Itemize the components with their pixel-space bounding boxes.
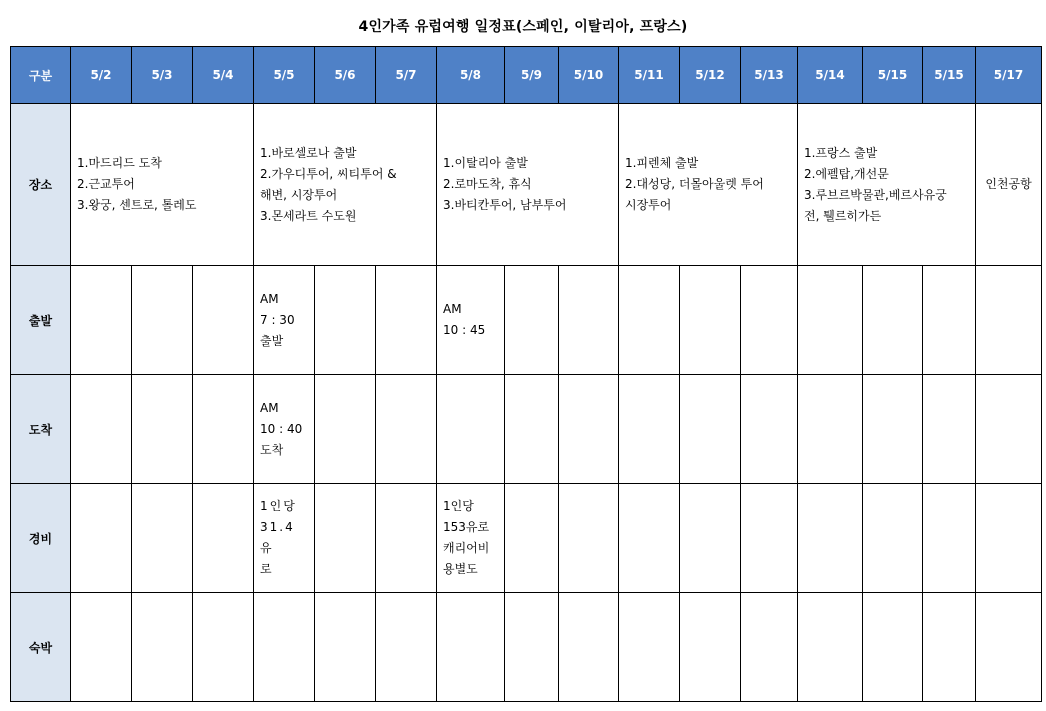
cell — [923, 484, 976, 593]
date-header: 5/14 — [798, 47, 863, 104]
cell — [376, 593, 437, 702]
cell — [505, 484, 559, 593]
date-header: 5/9 — [505, 47, 559, 104]
cell — [71, 266, 132, 375]
depart-5-8: AM 10 : 45 — [437, 266, 505, 375]
cell — [193, 266, 254, 375]
date-header: 5/17 — [976, 47, 1042, 104]
cell — [863, 266, 923, 375]
cell — [254, 593, 315, 702]
arrive-5-5: AM 10 : 40 도착 — [254, 375, 315, 484]
row-label-stay: 숙박 — [11, 593, 71, 702]
cell — [798, 375, 863, 484]
cell — [193, 593, 254, 702]
date-header: 5/15 — [863, 47, 923, 104]
cell — [798, 593, 863, 702]
cost-5-5: 1인당 31.4유 로 — [254, 484, 315, 593]
cell — [193, 375, 254, 484]
place-france: 1.프랑스 출발 2.에펠탑,개선문 3.루브르박물관,베르사유궁 전, 퉬르히가든 — [798, 104, 976, 266]
place-incheon: 인천공항 — [976, 104, 1042, 266]
cell — [132, 593, 193, 702]
cell — [619, 484, 680, 593]
header-label: 구분 — [11, 47, 71, 104]
cell — [437, 593, 505, 702]
date-header: 5/4 — [193, 47, 254, 104]
cell — [741, 266, 798, 375]
cell — [680, 266, 741, 375]
cell — [923, 593, 976, 702]
arrive-row — [11, 375, 1042, 484]
header-row — [11, 47, 1042, 104]
cell — [976, 375, 1042, 484]
cell — [193, 484, 254, 593]
date-header: 5/11 — [619, 47, 680, 104]
date-header: 5/12 — [680, 47, 741, 104]
cell — [863, 375, 923, 484]
cell — [376, 484, 437, 593]
date-header: 5/7 — [376, 47, 437, 104]
cell — [132, 375, 193, 484]
cell — [505, 375, 559, 484]
cell — [863, 593, 923, 702]
cell — [741, 484, 798, 593]
cell — [798, 484, 863, 593]
cell — [619, 266, 680, 375]
row-label-depart: 출발 — [11, 266, 71, 375]
cell — [680, 375, 741, 484]
cell — [315, 266, 376, 375]
cell — [505, 593, 559, 702]
cell — [798, 266, 863, 375]
cell — [680, 484, 741, 593]
date-header: 5/2 — [71, 47, 132, 104]
itinerary-table — [10, 46, 1042, 702]
cost-5-8: 1인당 153유로 캐리어비 용별도 — [437, 484, 505, 593]
cell — [741, 375, 798, 484]
cell — [315, 375, 376, 484]
place-row — [11, 104, 1042, 266]
cell — [71, 375, 132, 484]
cell — [505, 266, 559, 375]
row-label-place: 장소 — [11, 104, 71, 266]
date-header: 5/10 — [559, 47, 619, 104]
cell — [376, 266, 437, 375]
cell — [976, 266, 1042, 375]
date-header: 5/3 — [132, 47, 193, 104]
cell — [741, 593, 798, 702]
cell — [71, 593, 132, 702]
cell — [976, 593, 1042, 702]
cell — [376, 375, 437, 484]
cell — [559, 266, 619, 375]
cell — [923, 375, 976, 484]
place-spain-barcelona: 1.바로셀로나 출발 2.가우디투어, 씨티투어 & 해변, 시장투어 3.몬세라트 수도원 — [254, 104, 437, 266]
cell — [132, 266, 193, 375]
cell — [976, 484, 1042, 593]
place-italy-rome: 1.이탈리아 출발 2.로마도착, 휴식 3.바티칸투어, 남부투어 — [437, 104, 619, 266]
date-header: 5/15 — [923, 47, 976, 104]
cell — [315, 593, 376, 702]
cell — [619, 375, 680, 484]
page-title: 4인가족 유럽여행 일정표(스페인, 이탈리아, 프랑스) — [358, 19, 688, 35]
cell — [71, 484, 132, 593]
cell — [559, 593, 619, 702]
place-spain-madrid: 1.마드리드 도착 2.근교투어 3.왕궁, 센트로, 톨레도 — [71, 104, 254, 266]
depart-5-5: AM 7 : 30 출발 — [254, 266, 315, 375]
date-header: 5/6 — [315, 47, 376, 104]
cell — [680, 593, 741, 702]
cell — [619, 593, 680, 702]
date-header: 5/5 — [254, 47, 315, 104]
cell — [559, 484, 619, 593]
cost-row — [11, 484, 1042, 593]
cell — [923, 266, 976, 375]
cell — [437, 375, 505, 484]
cell — [559, 375, 619, 484]
stay-row — [11, 593, 1042, 702]
cell — [863, 484, 923, 593]
cell — [315, 484, 376, 593]
depart-row — [11, 266, 1042, 375]
date-header: 5/13 — [741, 47, 798, 104]
cell — [132, 484, 193, 593]
date-header: 5/8 — [437, 47, 505, 104]
row-label-arrive: 도착 — [11, 375, 71, 484]
row-label-cost: 경비 — [11, 484, 71, 593]
place-italy-florence: 1.피렌체 출발 2.대성당, 더몰아울렛 투어 시장투어 — [619, 104, 798, 266]
